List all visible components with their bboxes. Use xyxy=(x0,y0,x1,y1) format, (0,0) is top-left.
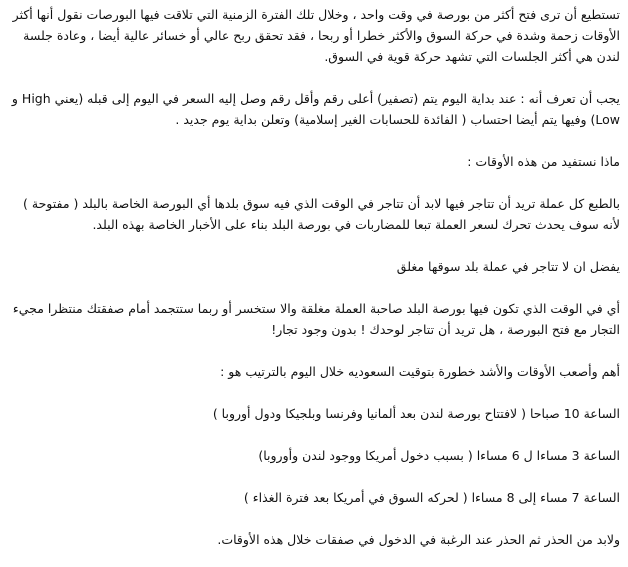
spacer xyxy=(4,466,620,487)
spacer xyxy=(4,235,620,256)
paragraph-time-7-8pm: الساعة 7 مساء إلى 8 مساءا ( لحركه السوق في أمريكا بعد فترة الغذاء ) xyxy=(243,490,620,505)
spacer xyxy=(4,172,620,193)
paragraph-avoid-closed-market: يفضل ان لا تتاجر في عملة بلد سوقها مغلق xyxy=(396,259,620,274)
spacer xyxy=(4,277,620,298)
spacer xyxy=(4,340,620,361)
spacer xyxy=(4,424,620,445)
paragraph-risky-times-heading: أهم وأصعب الأوقات والأشد خطورة بتوقيت السعوديه خلال اليوم بالترتيب هو : xyxy=(220,364,620,379)
paragraph-benefit-heading: ماذا نستفيد من هذه الأوقات : xyxy=(467,154,620,169)
paragraph-day-reset: يجب أن تعرف أنه : عند بداية اليوم يتم (تصفير) أعلى رقم وأقل رقم وصل إليه السعر في اليوم إلى قبله (يعني High و Low) وفيها يتم أيضا احتساب ( الفائدة للحسابات الغير إسلامية) وتعلن بداية يوم جديد . xyxy=(11,91,620,127)
spacer xyxy=(4,130,620,151)
paragraph-sessions-overlap: تستطيع أن ترى فتح أكثر من بورصة في وقت واحد ، وخلال تلك الفترة الزمنية التي تلاقت فيها البورصات نقول أنها أكثر الأوقات زحمة وشدة في حركة السوق والأكثر خطرا أو ربحا ، فقد تحقق ربح عالي أو خسائر عالية أيضا ، وعادة جلسة لندن هي أكثر الجلسات التي تشهد حركة قوية في السوق. xyxy=(12,7,620,64)
spacer xyxy=(4,382,620,403)
paragraph-trade-open-market: بالطبع كل عملة تريد أن تتاجر فيها لابد أن تتاجر في الوقت الذي فيه سوق بلدها أي البورصة الخاصة بالبلد ( مفتوحة ) لأنه سوف يحدث تحرك لسعر العملة تبعا للمضاربات في بورصة البلد بناء على الأخبار الخاصة بهذه البلد. xyxy=(23,196,620,232)
paragraph-closed-market-risk: أي في الوقت الذي تكون فيها بورصة البلد صاحبة العملة مغلقة والا ستخسر أو ربما ستتجمد أمام صفقتك منتظرا مجيء التجار مع فتح البورصة ، هل تريد أن تتاجر لوحدك ! بدون وجود تجار! xyxy=(12,301,620,337)
paragraph-caution: ولابد من الحذر ثم الحذر عند الرغبة في الدخول في صفقات خلال هذه الأوقات. xyxy=(217,532,620,547)
spacer xyxy=(4,508,620,529)
paragraph-time-10am: الساعة 10 صباحا ( لافتتاح بورصة لندن بعد ألمانيا وفرنسا وبلجيكا ودول أوروبا ) xyxy=(212,406,620,421)
spacer xyxy=(4,67,620,88)
article-body xyxy=(4,4,620,563)
paragraph-time-3-6pm: الساعة 3 مساءا ل 6 مساءا ( بسبب دخول أمريكا ووجود لندن وأوروبا) xyxy=(258,448,620,463)
